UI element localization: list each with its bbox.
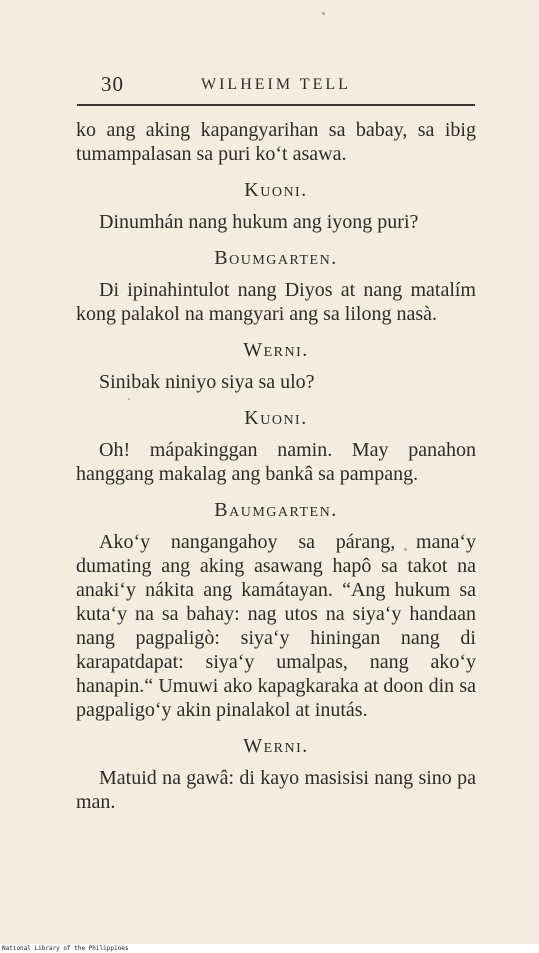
speaker-name: Boumgarten.	[214, 247, 338, 269]
dialogue-paragraph: Oh! mápakinggan namin. May panahon hanggang makalag ang bankâ sa pampang.	[76, 439, 476, 485]
page-header	[98, 68, 478, 100]
dialogue-paragraph: Di ipinahintulot nang Diyos at nang matalím kong palakol na mangyari ang sa lilong nasà.	[76, 279, 476, 325]
running-title: WILHEIM TELL	[201, 76, 351, 93]
dialogue-paragraph: Dinumhán nang hukum ang iyong puri?	[99, 211, 419, 233]
page-body	[76, 118, 476, 814]
page-number: 30	[101, 72, 124, 96]
dialogue-paragraph: Matuid na gawâ: di kayo masisisi nang sino pa man.	[76, 767, 476, 813]
speaker-name: Kuoni.	[244, 179, 308, 201]
dialogue-paragraph: Ako‘y nangangahoy sa párang, mana‘y dumating ang aking asawang hapô sa takot na anaki‘y nákita ang kamátayan. “Ang hukum sa kuta‘y na sa bahay: nag utos na siya‘y handaan nang pagpaligò: siya‘y hiningan nang di karapatdapat: siya‘y umalpas, nang ako‘y hanapin.“ Umuwi ako kapagkaraka at doon din sa pagpaligo‘y akin pinalakol at inutás.	[76, 531, 476, 721]
speaker-name: Werni.	[243, 735, 309, 757]
header-rule	[77, 104, 475, 106]
speaker-name: Kuoni.	[244, 407, 308, 429]
dialogue-paragraph: ko ang aking kapangyarihan sa babay, sa ibig tumampalasan sa puri ko‘t asawa.	[76, 119, 476, 165]
paper-speck	[322, 12, 325, 15]
dialogue-paragraph: Sinibak niniyo siya sa ulo?	[99, 371, 315, 393]
speaker-name: Baumgarten.	[214, 499, 338, 521]
library-credit: National Library of the Philippines	[2, 945, 129, 952]
speaker-name: Werni.	[243, 339, 309, 361]
